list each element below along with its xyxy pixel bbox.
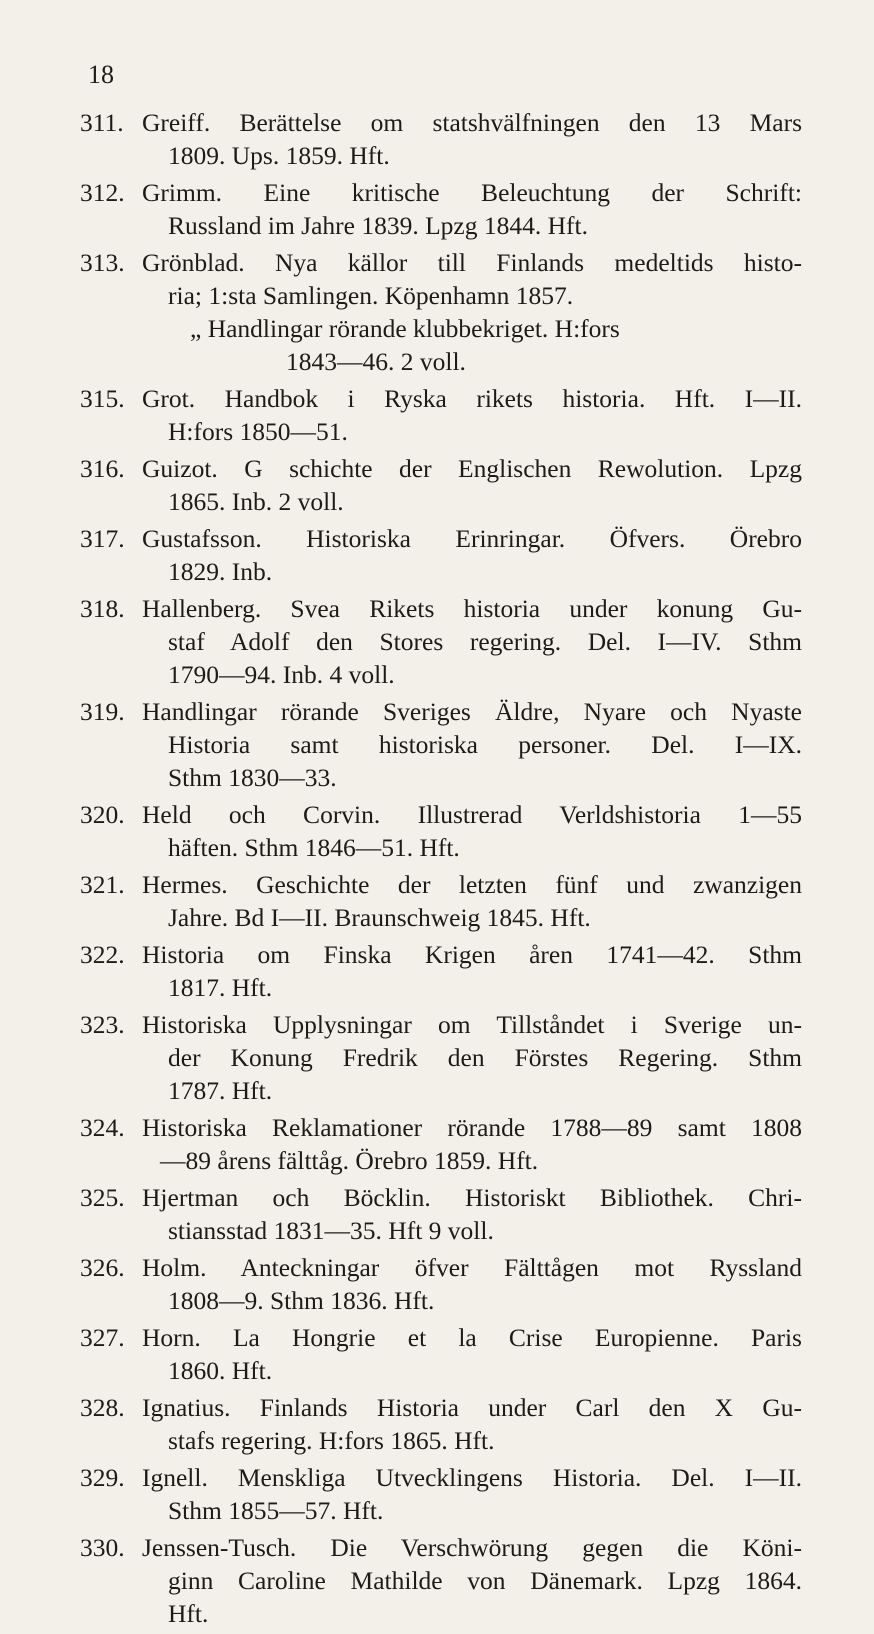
entry-line: —89 årens fälttåg. Örebro 1859. Hft. bbox=[160, 1146, 539, 1175]
entry-line: Ignatius. Finlands Historia under Carl den X Gu- bbox=[142, 1393, 802, 1422]
catalog-entry bbox=[0, 1391, 874, 1457]
entry-number: 312. bbox=[80, 178, 125, 207]
entry-number: 316. bbox=[80, 454, 125, 483]
entry-number: 317. bbox=[80, 524, 125, 553]
entry-number: 326. bbox=[80, 1253, 125, 1282]
catalog-entry bbox=[0, 592, 874, 691]
catalog-entry bbox=[0, 106, 874, 172]
entry-line: 1787. Hft. bbox=[168, 1076, 273, 1105]
catalog-entry bbox=[0, 868, 874, 934]
entry-line: Hjertman och Böcklin. Historiskt Bibliothek. Chri- bbox=[142, 1183, 802, 1212]
catalog-entry bbox=[0, 452, 874, 518]
page-number: 18 bbox=[88, 60, 114, 89]
entry-number: 329. bbox=[80, 1463, 125, 1492]
entry-line: Horn. La Hongrie et la Crise Europienne. Paris bbox=[142, 1323, 802, 1352]
entry-line: Guizot. G schichte der Englischen Rewolution. Lpzg bbox=[142, 454, 802, 483]
entry-line: häften. Sthm 1846—51. Hft. bbox=[168, 833, 460, 862]
entry-line: Historia samt historiska personer. Del. I—IX. bbox=[168, 730, 802, 759]
catalog-entry bbox=[0, 1111, 874, 1177]
entry-line: Jenssen-Tusch. Die Verschwörung gegen die Köni- bbox=[142, 1533, 802, 1562]
entry-line: Grot. Handbok i Ryska rikets historia. Hft. I—II. bbox=[142, 384, 802, 413]
entry-number: 328. bbox=[80, 1393, 125, 1422]
entry-line: Greiff. Berättelse om statshvälfningen den 13 Mars bbox=[142, 108, 802, 137]
entry-line: der Konung Fredrik den Förstes Regering. Sthm bbox=[168, 1043, 802, 1072]
entry-line: 1829. Inb. bbox=[168, 557, 273, 586]
catalog-entry bbox=[0, 798, 874, 864]
entry-line: Sthm 1830—33. bbox=[168, 763, 337, 792]
catalog-entry bbox=[0, 522, 874, 588]
entry-number: 320. bbox=[80, 800, 125, 829]
entry-line: staf Adolf den Stores regering. Del. I—IV. Sthm bbox=[168, 627, 802, 656]
entry-number: 318. bbox=[80, 594, 125, 623]
entry-line: Historiska Reklamationer rörande 1788—89 samt 1808 bbox=[142, 1113, 802, 1142]
entry-line: stiansstad 1831—35. Hft 9 voll. bbox=[168, 1216, 494, 1245]
entry-number: 327. bbox=[80, 1323, 125, 1352]
catalog-entry bbox=[0, 176, 874, 242]
entry-line: Russland im Jahre 1839. Lpzg 1844. Hft. bbox=[168, 211, 588, 240]
entry-number: 313. bbox=[80, 248, 125, 277]
entry-line: Hermes. Geschichte der letzten fünf und zwanzigen bbox=[142, 870, 802, 899]
entry-line: Historia om Finska Krigen åren 1741—42. Sthm bbox=[142, 940, 802, 969]
entry-line: 1790—94. Inb. 4 voll. bbox=[168, 660, 395, 689]
entry-line: ginn Caroline Mathilde von Dänemark. Lpzg 1864. bbox=[168, 1566, 802, 1595]
catalog-entry bbox=[0, 1251, 874, 1317]
catalog-entry bbox=[0, 1008, 874, 1107]
entry-line: Hallenberg. Svea Rikets historia under konung Gu- bbox=[142, 594, 802, 623]
catalog-list bbox=[0, 106, 874, 1634]
entry-line: 1865. Inb. 2 voll. bbox=[168, 487, 344, 516]
entry-line: 1817. Hft. bbox=[168, 973, 273, 1002]
catalog-entry bbox=[0, 1461, 874, 1527]
entry-line: Ignell. Menskliga Utvecklingens Historia. Del. I—II. bbox=[142, 1463, 802, 1492]
entry-line: Gustafsson. Historiska Erinringar. Öfvers. Örebro bbox=[142, 524, 802, 553]
entry-line: Handlingar rörande Sveriges Äldre, Nyare och Nyaste bbox=[142, 697, 802, 726]
entry-number: 324. bbox=[80, 1113, 125, 1142]
entry-line: Holm. Anteckningar öfver Fälttågen mot Ryssland bbox=[142, 1253, 802, 1282]
entry-line: stafs regering. H:fors 1865. Hft. bbox=[168, 1426, 495, 1455]
entry-number: 322. bbox=[80, 940, 125, 969]
entry-number: 311. bbox=[80, 108, 124, 137]
entry-line: Held och Corvin. Illustrerad Verldshistoria 1—55 bbox=[142, 800, 802, 829]
entry-number: 315. bbox=[80, 384, 125, 413]
catalog-entry bbox=[0, 1531, 874, 1630]
entry-line: „ Handlingar rörande klubbekriget. H:fors bbox=[190, 314, 620, 343]
catalog-entry bbox=[0, 938, 874, 1004]
entry-number: 325. bbox=[80, 1183, 125, 1212]
entry-line: Sthm 1855—57. Hft. bbox=[168, 1496, 384, 1525]
entry-line: 1809. Ups. 1859. Hft. bbox=[168, 141, 390, 170]
entry-line: 1860. Hft. bbox=[168, 1356, 273, 1385]
entry-line: Grimm. Eine kritische Beleuchtung der Schrift: bbox=[142, 178, 802, 207]
catalog-entry bbox=[0, 246, 874, 378]
entry-number: 319. bbox=[80, 697, 125, 726]
entry-number: 321. bbox=[80, 870, 125, 899]
entry-number: 330. bbox=[80, 1533, 125, 1562]
catalog-entry bbox=[0, 382, 874, 448]
entry-line: 1843—46. 2 voll. bbox=[286, 347, 466, 376]
entry-line: 1808—9. Sthm 1836. Hft. bbox=[168, 1286, 435, 1315]
catalog-entry bbox=[0, 695, 874, 794]
entry-line: Hft. bbox=[168, 1599, 209, 1628]
entry-number: 323. bbox=[80, 1010, 125, 1039]
entry-line: Jahre. Bd I—II. Braunschweig 1845. Hft. bbox=[168, 903, 591, 932]
catalog-entry bbox=[0, 1181, 874, 1247]
entry-line: Historiska Upplysningar om Tillståndet i Sverige un- bbox=[142, 1010, 802, 1039]
catalog-entry bbox=[0, 1321, 874, 1387]
entry-line: H:fors 1850—51. bbox=[168, 417, 348, 446]
entry-line: ria; 1:sta Samlingen. Köpenhamn 1857. bbox=[168, 281, 574, 310]
entry-line: Grönblad. Nya källor till Finlands medeltids histo- bbox=[142, 248, 802, 277]
